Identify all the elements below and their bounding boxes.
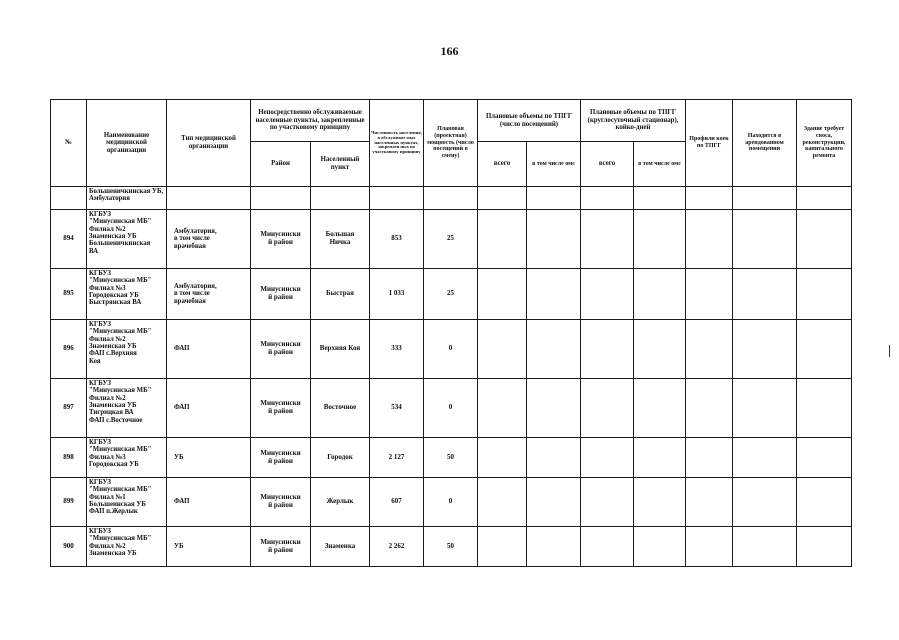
org-line: КГБУЗ (89, 479, 111, 486)
district-line: Минусински (260, 285, 301, 294)
cell-empty (527, 438, 581, 478)
cell-empty (634, 187, 686, 210)
cell-empty (478, 478, 527, 527)
cell-number: 897 (51, 379, 87, 438)
org-line: "Минусинская МБ" (89, 328, 152, 336)
cell-empty (797, 187, 852, 210)
cell-empty (797, 210, 852, 269)
org-line: Городокская УБ (89, 291, 139, 299)
cell-empty (733, 269, 797, 320)
cell-org (87, 478, 167, 527)
district-line: й район (268, 501, 293, 509)
cell-empty (478, 210, 527, 269)
cell-empty (797, 478, 852, 527)
cell-capacity: 50 (424, 527, 478, 567)
cell-population: 2 127 (370, 438, 424, 478)
cell-number: 895 (51, 269, 87, 320)
settlement-line: Знаменка (324, 541, 356, 550)
table-row (51, 269, 852, 320)
cell-district (251, 269, 311, 320)
cell-district (251, 210, 311, 269)
cell-empty (581, 379, 634, 438)
district-line: Минусински (260, 340, 301, 349)
org-line: "Минусинская МБ" (89, 277, 152, 285)
cell-settlement (311, 379, 370, 438)
col-header-settlement: Населенный пункт (311, 142, 370, 187)
settlement-line: Ничка (329, 238, 351, 246)
col-header-direct-group: Непосредственно обслуживаемые населенные пункты, закрепленные по участковому принципу (251, 100, 370, 142)
col-header-org-name: Наименование медицинской организации (87, 100, 167, 187)
cell-capacity: 0 (424, 320, 478, 379)
cell-district (251, 527, 311, 567)
org-line: ФАП с.Восточное (89, 416, 143, 424)
settlement-line: Верхняя Коя (319, 344, 361, 353)
cell-empty (527, 210, 581, 269)
cell-empty (797, 527, 852, 567)
cell-empty (424, 187, 478, 210)
cell-empty (797, 379, 852, 438)
cell-org-type (167, 478, 251, 527)
org-type-line: Амбулатория, (174, 227, 217, 235)
settlement-line: Жерлык (326, 497, 354, 506)
org-line: "Минусинская МБ" (89, 218, 152, 226)
col-header-number: № (51, 100, 87, 187)
org-line: Филиал №3 (89, 453, 126, 461)
cell-empty (167, 187, 251, 210)
cell-empty (634, 478, 686, 527)
cell-empty (686, 210, 733, 269)
cell-empty (581, 527, 634, 567)
cell-org (87, 527, 167, 567)
cell-number: 894 (51, 210, 87, 269)
org-line: КГБУЗ (89, 321, 111, 328)
org-line: Тигрицкая ВА (89, 409, 134, 417)
table-row (51, 527, 852, 567)
cell-number: 898 (51, 438, 87, 478)
cell-district (251, 478, 311, 527)
cell-empty (634, 379, 686, 438)
district-line: Минусински (260, 399, 301, 408)
cell-empty (478, 187, 527, 210)
cell-empty (733, 438, 797, 478)
cell-district (251, 320, 311, 379)
page-edge-mark (889, 345, 890, 357)
district-line: й район (268, 348, 293, 356)
cell-district (251, 379, 311, 438)
district-line: Минусински (260, 230, 301, 239)
settlement-line: Большая (325, 230, 355, 239)
org-line: Быстрянская ВА (89, 299, 142, 307)
cell-empty (686, 527, 733, 567)
org-type-line: УБ (174, 453, 184, 461)
district-line: Минусински (260, 493, 301, 502)
org-line: "Минусинская МБ" (89, 486, 152, 494)
cell-org-type (167, 210, 251, 269)
cell-empty (478, 269, 527, 320)
cell-org (87, 269, 167, 320)
cell-empty (478, 379, 527, 438)
col-header-rented: Находится в арендованном помещении (733, 100, 797, 187)
org-line: КГБУЗ (89, 270, 111, 277)
cell-empty (733, 527, 797, 567)
cell-empty (527, 379, 581, 438)
cell-org (87, 438, 167, 478)
org-type-line: ФАП (174, 498, 190, 506)
org-line: Филиал №2 (89, 542, 126, 550)
cell-capacity: 25 (424, 210, 478, 269)
org-line: Знаменская УБ (89, 549, 137, 557)
org-type-line: УБ (174, 542, 184, 550)
cell-empty (733, 210, 797, 269)
col-header-inpatient-total: всего (581, 142, 634, 187)
district-line: й район (268, 293, 293, 301)
org-line: КГБУЗ (89, 380, 111, 387)
org-line: Филиал №2 (89, 225, 126, 233)
cell-empty (686, 379, 733, 438)
cell-settlement (311, 269, 370, 320)
col-header-outpatient-group: Плановые объемы по ТПГГ (число посещений) (478, 100, 581, 142)
org-line: Знаменская УБ (89, 401, 137, 409)
col-header-bed-profiles: Профили коек по ТПГГ (686, 100, 733, 187)
cell-empty (797, 438, 852, 478)
cell-settlement (311, 210, 370, 269)
col-header-org-type: Тип медицинской организации (167, 100, 251, 187)
cell-org (87, 187, 167, 210)
cell-org (87, 379, 167, 438)
cell-empty (686, 187, 733, 210)
org-line: Филиал №3 (89, 284, 126, 292)
cell-org (87, 320, 167, 379)
org-line: "Минусинская МБ" (89, 387, 152, 395)
col-header-district: Район (251, 142, 311, 187)
org-line: Филиал №2 (89, 335, 126, 343)
col-header-inpatient-group: Плановые объемы по ТПГГ (круглосуточный стационар), койко-дней (581, 100, 686, 142)
settlement-line: Восточное (323, 403, 357, 412)
org-type-line: врачебная (174, 297, 206, 305)
registry-table (50, 99, 852, 567)
district-line: й район (268, 238, 293, 246)
cell-settlement (311, 478, 370, 527)
org-type-line: Амбулатория, (174, 282, 217, 290)
org-line: КГБУЗ (89, 528, 111, 535)
table-row (51, 320, 852, 379)
cell-number (51, 187, 87, 210)
org-type-line: ФАП (174, 345, 190, 353)
cell-empty (527, 320, 581, 379)
org-line: "Минусинская МБ" (89, 446, 152, 454)
cell-empty (634, 269, 686, 320)
district-line: Минусински (260, 448, 301, 457)
cell-empty (478, 438, 527, 478)
carryover-row (51, 187, 852, 210)
cell-empty (733, 320, 797, 379)
org-type-line: врачебная (174, 242, 206, 250)
cell-empty (581, 438, 634, 478)
cell-empty (251, 187, 311, 210)
cell-population: 853 (370, 210, 424, 269)
cell-empty (634, 320, 686, 379)
district-line: Минусински (260, 537, 301, 546)
cell-empty (527, 478, 581, 527)
page-number: 166 (440, 44, 459, 58)
cell-empty (686, 320, 733, 379)
cell-org-type (167, 320, 251, 379)
cell-empty (634, 210, 686, 269)
cell-empty (527, 527, 581, 567)
cell-empty (370, 187, 424, 210)
cell-empty (581, 210, 634, 269)
org-line: Знаменская УБ (89, 342, 137, 350)
cell-capacity: 0 (424, 478, 478, 527)
cell-empty (527, 269, 581, 320)
cell-empty (733, 379, 797, 438)
cell-empty (581, 269, 634, 320)
org-line: Большеинская УБ (89, 500, 146, 508)
org-line: Городокская УБ (89, 460, 139, 468)
col-header-repair: Здание требует сноса, реконструкции, капитального ремонта (797, 100, 852, 187)
org-line: Знаменская УБ (89, 232, 137, 240)
cell-district (251, 438, 311, 478)
org-line: Амбулатория (89, 195, 130, 203)
cell-org-type (167, 269, 251, 320)
cell-population: 333 (370, 320, 424, 379)
cell-population: 2 262 (370, 527, 424, 567)
cell-number: 896 (51, 320, 87, 379)
district-line: й район (268, 456, 293, 465)
org-line: Филиал №1 (89, 493, 126, 501)
cell-population: 1 033 (370, 269, 424, 320)
cell-org-type (167, 438, 251, 478)
cell-number: 900 (51, 527, 87, 567)
cell-capacity: 0 (424, 379, 478, 438)
cell-empty (686, 269, 733, 320)
cell-empty (634, 527, 686, 567)
cell-settlement (311, 438, 370, 478)
settlement-line: Городок (327, 452, 353, 461)
cell-settlement (311, 320, 370, 379)
cell-population: 607 (370, 478, 424, 527)
table-row (51, 210, 852, 269)
org-line: Большеничкинская (89, 240, 151, 248)
cell-empty (797, 320, 852, 379)
cell-number: 899 (51, 478, 87, 527)
org-type-line: ФАП (174, 404, 190, 412)
cell-settlement (311, 527, 370, 567)
cell-empty (686, 478, 733, 527)
cell-empty (797, 269, 852, 320)
cell-empty (686, 438, 733, 478)
org-line: Коя (89, 357, 101, 365)
org-line: "Минусинская МБ" (89, 535, 152, 543)
org-line: КГБУЗ (89, 439, 111, 446)
cell-empty (634, 438, 686, 478)
org-type-line: в том числе (174, 235, 210, 243)
cell-org (87, 210, 167, 269)
cell-empty (581, 187, 634, 210)
cell-empty (733, 478, 797, 527)
cell-empty (478, 320, 527, 379)
org-line: ВА (89, 247, 99, 255)
cell-empty (478, 527, 527, 567)
col-header-inpatient-oms: в том числе омс (634, 142, 686, 187)
org-line: Большеничкинская УБ, (89, 188, 164, 195)
settlement-line: Быстрая (326, 289, 354, 298)
table-row (51, 379, 852, 438)
cell-empty (581, 478, 634, 527)
cell-empty (581, 320, 634, 379)
col-header-outpatient-total: всего (478, 142, 527, 187)
cell-empty (733, 187, 797, 210)
org-line: ФАП с.Верхняя (89, 350, 137, 358)
table-row (51, 438, 852, 478)
col-header-outpatient-oms: в том числе омс (527, 142, 581, 187)
cell-empty (311, 187, 370, 210)
cell-population: 534 (370, 379, 424, 438)
cell-capacity: 50 (424, 438, 478, 478)
cell-capacity: 25 (424, 269, 478, 320)
district-line: й район (268, 407, 293, 415)
org-line: Филиал №2 (89, 394, 126, 402)
district-line: й район (268, 545, 293, 554)
org-type-line: в том числе (174, 290, 210, 298)
table-row (51, 478, 852, 527)
cell-empty (527, 187, 581, 210)
cell-org-type (167, 527, 251, 567)
col-header-capacity: Плановая (проектная) мощность (число посещений в смену) (424, 100, 478, 187)
cell-org-type (167, 379, 251, 438)
col-header-population: Численность населения, в обслуживае мых населенных пунктах, закреплен ных по участковому принципу (370, 100, 424, 187)
org-line: КГБУЗ (89, 211, 111, 218)
org-line: ФАП п.Жерлык (89, 508, 138, 516)
